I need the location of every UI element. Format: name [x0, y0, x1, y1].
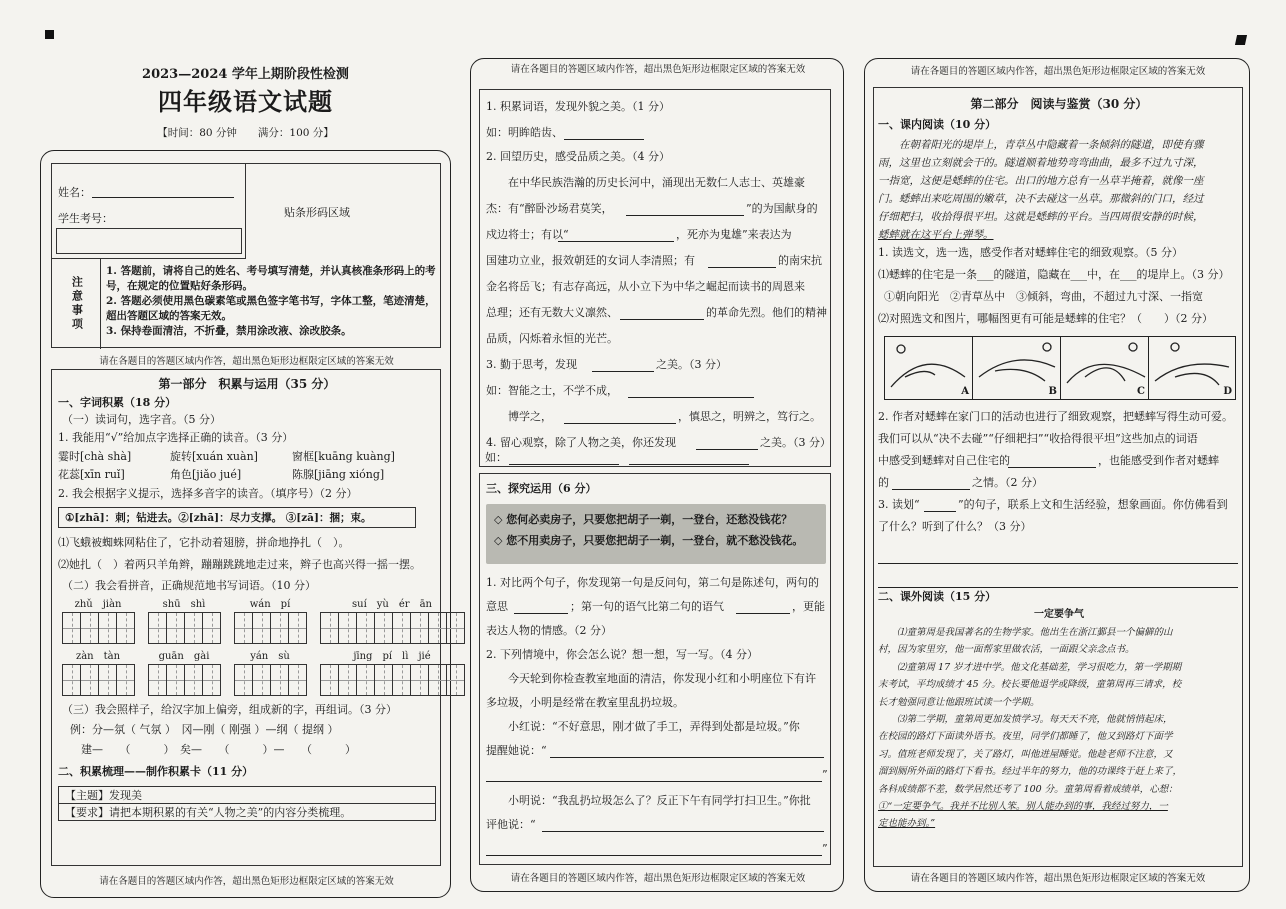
t-question-1: ；第一句的语气比第二句的语气: [570, 600, 724, 613]
m-question-2: 2. 回望历史，感受品质之美。（4 分）: [486, 150, 670, 163]
example-line: 例：分—氛（ 气氛 ） 冈—刚（ 刚强 ）—纲（ 提纲 ）: [70, 723, 339, 736]
tianzige-cell[interactable]: [98, 664, 117, 696]
tianzige-cell[interactable]: [356, 664, 375, 696]
m-question-1: 1. 积累词语，发现外貌之美。（1 分）: [486, 100, 670, 113]
pinyin-label: suí yù ér ān: [352, 599, 432, 610]
m3-line: 博学之，: [486, 410, 552, 423]
story-line: ⑵童第周 17 岁才进中学。他文化基础差，学习很吃力，第一学期期: [878, 661, 1182, 673]
requirement-row: 【要求】请把本期积累的有关“人物之美”的内容分类梳理。: [58, 803, 436, 821]
r-question-1-2: ⑵对照选文和图片，哪幅图更有可能是蟋蟀的住宅？（ ）（2 分）: [878, 312, 1213, 325]
tianzige-cell[interactable]: [338, 664, 357, 696]
answer-area-notice: 请在各题目的答题区域内作答，超出黑色矩形边框限定区域的答案无效: [99, 356, 394, 367]
m-question-4: 4. 留心观察，除了人物之美，你还发现: [486, 436, 676, 449]
rq3-answer-line[interactable]: [878, 552, 1238, 564]
pinyin-group: [148, 598, 220, 644]
left-column: [38, 60, 453, 900]
passage-line-underlined: 蟋蟀就在这平台上弹琴。: [878, 229, 994, 241]
theme-row: 【主题】发现美: [58, 786, 436, 804]
section-summary: 二、积累梳理——制作积累卡（11 分）: [58, 765, 254, 778]
notes-box: [52, 259, 442, 349]
story-line: ⑴童第周是我国著名的生物学家。他出生在浙江鄞县一个偏僻的山: [878, 627, 1173, 638]
m-q1-example: 如：明眸皓齿、: [486, 126, 563, 139]
barcode-area-label: 贴条形码区域: [284, 206, 350, 219]
r-question-1-1: ⑴蟋蟀的住宅是一条___的隧道，隐藏在___中，在___的堤岸上。（3 分）: [878, 268, 1230, 281]
m4-blank[interactable]: [696, 438, 758, 450]
tianzige-grid: [62, 664, 134, 696]
m3-blank[interactable]: [564, 412, 676, 424]
student-id-field[interactable]: [56, 228, 242, 254]
q1-option[interactable]: 窗框[kuāng kuàng]: [292, 450, 395, 463]
pinyin-group: [62, 650, 134, 696]
picture-divider: [1148, 337, 1149, 399]
tianzige-cell[interactable]: [338, 612, 357, 644]
answer-area-notice: 请在各题目的答题区域内作答，超出黑色矩形边框限定区域的答案无效: [910, 66, 1206, 77]
section-explore: 三、探究运用（6 分）: [486, 482, 597, 495]
r-question-2: 的: [878, 476, 889, 489]
passage-line: 一指宽，这便是蟋蟀的住宅。出口的地方总有一丛草半掩着，就像一座: [878, 175, 1204, 187]
t2-answer-line[interactable]: [550, 746, 824, 758]
q2-hint-box: ①[zhā]：刺；钻进去。②[zhā]：尽力支撑。 ③[zā]：捆；束。: [58, 507, 416, 528]
tianzige-cell[interactable]: [80, 612, 99, 644]
pinyin-label: yán sù: [250, 651, 290, 662]
tianzige-cell[interactable]: [166, 664, 185, 696]
tianzige-grid: [62, 612, 134, 644]
t2-prompt: 提醒她说：“: [486, 744, 547, 757]
tianzige-cell[interactable]: [320, 664, 339, 696]
t2-scenario: 今天轮到你检查教室地面的清洁，你发现小红和小明座位下有许: [486, 672, 816, 685]
pinyin-row-1: [62, 598, 464, 644]
right-answer-panel: [864, 58, 1250, 892]
tianzige-cell[interactable]: [410, 612, 429, 644]
highlight-sentence-1: ◇ 您何必卖房子，只要您把胡子一剃，一登台，还愁没钱花？: [494, 513, 793, 526]
tianzige-cell[interactable]: [428, 664, 447, 696]
name-label: 姓名：: [58, 186, 91, 199]
q2-sentence-2: ⑵她扎（ ）着两只羊角辫，蹦蹦跳跳地走过来，辫子也高兴得一摇一摆。: [58, 558, 421, 571]
tianzige-grid: [320, 664, 464, 696]
rq2-blank[interactable]: [1008, 456, 1096, 468]
tianzige-cell[interactable]: [98, 612, 117, 644]
tianzige-cell[interactable]: [202, 664, 221, 696]
rq2-blank[interactable]: [892, 478, 970, 490]
right-column: [864, 58, 1250, 894]
pinyin-group: [320, 598, 464, 644]
story-text: [878, 624, 1240, 833]
m3-blank[interactable]: [592, 360, 654, 372]
m-q1-blank[interactable]: [564, 128, 644, 140]
q1-option[interactable]: 陈腺[jiāng xióng]: [292, 468, 385, 481]
passage: [878, 136, 1240, 244]
pinyin-label: shū shì: [162, 599, 206, 610]
tianzige-cell[interactable]: [80, 664, 99, 696]
m3-blank[interactable]: [628, 386, 754, 398]
name-field[interactable]: [92, 186, 234, 198]
left-answer-panel: [40, 150, 451, 898]
r-question-3: ”的句子，联系上文和生活经验，想象画面。你仿佛看到: [958, 498, 1228, 511]
m-question-3: 3. 勤于思考，发现: [486, 358, 577, 371]
subsection-3: （三）我会照样子，给汉字加上偏旁，组成新的字，再组词。（3 分）: [62, 703, 397, 716]
pinyin-label: zhǔ jiàn: [74, 599, 122, 610]
tianzige-cell[interactable]: [356, 612, 375, 644]
r-question-2: 我们可以从“决不去碰”“仔细耙扫”“收拾得很平坦”这些加点的词语: [878, 432, 1198, 445]
pinyin-group: [320, 650, 464, 696]
note-item: 2. 答题必须使用黑色碳素笔或黑色签字笔书写，字体工整，笔迹清楚，超出答题区域的答案无效。: [106, 294, 436, 322]
exam-meta: 【时间：80 分钟 满分：100 分】: [157, 127, 334, 139]
t2-scenario: 小明说：“我乱扔垃圾怎么了？反正下午有同学打扫卫生。”你批: [486, 794, 811, 807]
picture-label-b: B: [1048, 385, 1057, 397]
section-vocab: 一、字词积累（18 分）: [58, 396, 177, 409]
r-question-2: 之情。（2 分）: [972, 476, 1043, 489]
pinyin-label: zàn tàn: [75, 651, 121, 662]
question-1: 1. 我能用“√”给加点字选择正确的读音。（3 分）: [58, 431, 294, 444]
t-question-1: 意思: [486, 600, 508, 613]
tianzige-cell[interactable]: [270, 612, 289, 644]
m2-line: ，死亦为鬼雄”来表达为: [676, 228, 792, 241]
part1-heading: 第一部分 积累与运用（35 分）: [158, 377, 336, 391]
answer-area-notice: 请在各题目的答题区域内作答，超出黑色矩形边框限定区域的答案无效: [510, 64, 806, 75]
r-question-2: 2. 作者对蟋蟀在家门口的活动也进行了细致观察，把蟋蟀写得生动可爱。: [878, 410, 1233, 423]
tianzige-cell[interactable]: [374, 612, 393, 644]
tianzige-cell[interactable]: [148, 612, 167, 644]
burrow-pictures: [884, 336, 1236, 400]
student-id-label: 学生考号：: [58, 212, 113, 225]
tianzige-cell[interactable]: [234, 612, 253, 644]
r-question-2: ，也能感受到作者对蟋蟀: [1098, 454, 1219, 467]
tianzige-cell[interactable]: [392, 612, 411, 644]
m4-example: 如：: [485, 451, 507, 464]
pinyin-group: [62, 598, 134, 644]
m2-line: 品质，闪烁着永恒的光芒。: [486, 332, 618, 345]
tianzige-cell[interactable]: [374, 664, 393, 696]
story-line-underlined: 定也能办到。”: [878, 818, 936, 830]
picture-label-a: A: [961, 385, 969, 397]
t2-scenario: 小红说：“不好意思，刚才做了手工，弄得到处都是垃圾。”你: [486, 720, 800, 733]
m2-blank[interactable]: [708, 256, 776, 268]
story-line-underlined: ①“一定要争气。我并不比别人笨。别人能办到的事，我经过努力，一: [878, 801, 1168, 813]
picture-label-c: C: [1137, 385, 1145, 397]
m2-line: 戍边将士；有以“: [486, 228, 569, 241]
tianzige-cell[interactable]: [184, 612, 203, 644]
m-question-3-tail: 之美。（3 分）: [656, 358, 727, 371]
tianzige-cell[interactable]: [116, 664, 135, 696]
rq3-answer-line[interactable]: [878, 576, 1238, 588]
m2-blank[interactable]: [626, 204, 744, 216]
t-question-1: 表达人物的情感。（2 分）: [486, 624, 612, 637]
r-question-3: 了什么？听到了什么？（3 分）: [878, 520, 1032, 533]
answer-area-notice: 请在各题目的答题区域内作答，超出黑色矩形边框限定区域的答案无效: [910, 873, 1206, 884]
story-line: 各科成绩都不差，数学居然还考了 100 分。童第周看着成绩单，心想：: [878, 783, 1178, 795]
t2-scenario: 多垃圾，小明是经常在教室里乱扔垃圾。: [486, 696, 684, 709]
student-info-box: [51, 163, 441, 348]
passage-line: 门。蟋蟀出来吃周围的嫩草，决不去碰这一丛草。那微斜的门口，经过: [878, 193, 1204, 205]
tianzige-cell[interactable]: [288, 664, 307, 696]
story-line: 溜到厕所外面的路灯下看书。经过半年的努力，他的功课终于赶上来了，: [878, 766, 1183, 778]
picture-divider: [1060, 337, 1061, 399]
q1-option[interactable]: 花蕊[xīn ruǐ]: [58, 468, 125, 481]
exam-title-line1: 2023—2024 学年上期阶段性检测: [142, 67, 349, 82]
tianzige-grid: [234, 664, 306, 696]
question-2: 2. 我会根据字义提示，选择多音字的读音。（填序号）（2 分）: [58, 487, 358, 500]
t2-answer-line[interactable]: [542, 820, 824, 832]
tianzige-cell[interactable]: [428, 612, 447, 644]
note-item: 3. 保持卷面清洁，不折叠，禁用涂改液、涂改胶条。: [106, 324, 352, 337]
tianzige-grid: [234, 612, 306, 644]
exercise-line[interactable]: 建— （ ） 矣— （ ）— （ ）: [70, 743, 356, 756]
tianzige-cell[interactable]: [62, 664, 81, 696]
t2-quote-end: ”: [822, 768, 828, 781]
m2-line: 金名将岳飞；有志存高远，从小立下为中华之崛起而读书的周恩来: [486, 280, 805, 293]
exam-title: 四年级语文试题: [158, 87, 333, 116]
m2-line: 的南宋抗: [778, 254, 822, 267]
tianzige-cell[interactable]: [446, 664, 465, 696]
answer-area-notice: 请在各题目的答题区域内作答，超出黑色矩形边框限定区域的答案无效: [510, 873, 806, 884]
tianzige-cell[interactable]: [392, 664, 411, 696]
middle-bottom-box: [479, 473, 831, 865]
t-question-2: 2. 下列情境中，你会怎么说？想一想，写一写。（4 分）: [486, 648, 758, 661]
pinyin-group: [148, 650, 220, 696]
section-inclass-reading: 一、课内阅读（10 分）: [878, 118, 997, 131]
middle-answer-panel: [470, 58, 844, 892]
m2-line: 国建功立业，报效朝廷的女词人李清照；有: [486, 254, 695, 267]
notes-list: [106, 264, 438, 339]
story-line: 末考试，平均成绩才 45 分。校长要他退学或降级，童第周再三请求，校: [878, 679, 1182, 691]
corner-mark-left: [45, 30, 54, 39]
picture-label-d: D: [1223, 385, 1232, 397]
m3-example: 如：智能之士，不学不成，: [486, 384, 618, 397]
pinyin-label: wán pí: [249, 599, 291, 610]
r-question-1: 1. 读选文，选一选，感受作者对蟋蟀住宅的细致观察。（5 分）: [878, 246, 1183, 259]
part2-heading: 第二部分 阅读与鉴赏（30 分）: [970, 97, 1148, 111]
m4-blank[interactable]: [509, 453, 619, 465]
m4-blank[interactable]: [629, 453, 749, 465]
m2-line: 在中华民族浩瀚的历史长河中，涌现出无数仁人志士、英雄豪: [486, 176, 805, 189]
highlight-sentences: [486, 504, 826, 564]
t1-blank[interactable]: [736, 602, 790, 614]
r-question-1-options: ①朝向阳光 ②青草丛中 ③倾斜，弯曲，不超过九寸深、一指宽: [884, 290, 1203, 303]
picture-divider: [972, 337, 973, 399]
r-question-3: 3. 读划“: [878, 498, 920, 511]
rq3-blank[interactable]: [924, 500, 956, 512]
tianzige-cell[interactable]: [252, 612, 271, 644]
tianzige-cell[interactable]: [116, 612, 135, 644]
notes-label: 注意事项: [52, 259, 101, 349]
tianzige-cell[interactable]: [410, 664, 429, 696]
right-main-box: [873, 87, 1243, 867]
highlight-sentence-2: ◇ 您不用卖房子，只要您把胡子一剃，一登台，就不愁没钱花。: [494, 533, 804, 547]
pinyin-group: [234, 650, 306, 696]
tianzige-cell[interactable]: [184, 664, 203, 696]
t2-answer-line[interactable]: [486, 770, 822, 782]
m2-line: ”的为国献身的: [746, 202, 818, 215]
tianzige-cell[interactable]: [288, 612, 307, 644]
q1-option[interactable]: 霎时[chà shà]: [58, 450, 132, 463]
story-line: ⑶第二学期，童第周更加发愤学习。每天天不亮，他就悄悄起床，: [878, 714, 1173, 726]
tianzige-cell[interactable]: [320, 612, 339, 644]
middle-top-box: [479, 89, 831, 467]
tianzige-cell[interactable]: [234, 664, 253, 696]
pinyin-group: [234, 598, 306, 644]
pinyin-label: jīng pí lì jié: [353, 651, 431, 662]
tianzige-grid: [320, 612, 464, 644]
t2-answer-line[interactable]: [486, 844, 822, 856]
tianzige-grid: [148, 664, 220, 696]
passage-line: 在朝着阳光的堤岸上，青草丛中隐藏着一条倾斜的隧道，即使有骤: [878, 139, 1204, 151]
tianzige-cell[interactable]: [166, 612, 185, 644]
q2-sentence-1: ⑴飞蛾被蜘蛛网粘住了，它扑动着翅膀，拼命地挣扎（ ）。: [58, 536, 350, 549]
t2-quote-end: ”: [822, 842, 828, 855]
m2-line: 的革命先烈。他们的精神: [706, 306, 827, 319]
t-question-1: ，更能: [792, 600, 825, 613]
m3-line: ，慎思之，明辨之，笃行之。: [678, 410, 821, 423]
passage-line: 仔细耙扫，收拾得很平坦。这就是蟋蟀的平台。当四周很安静的时候，: [878, 211, 1204, 223]
q1-option[interactable]: 旋转[xuán xuàn]: [170, 450, 258, 463]
tianzige-cell[interactable]: [252, 664, 271, 696]
subsection-2: （二）我会看拼音，正确规范地书写词语。（10 分）: [62, 579, 316, 592]
story-line: 长才勉强同意让他跟班试读一个学期。: [878, 696, 1040, 708]
tianzige-cell[interactable]: [446, 612, 465, 644]
subsection-1: （一）读词句，选字音。（5 分）: [62, 413, 221, 426]
tianzige-cell[interactable]: [202, 612, 221, 644]
tianzige-cell[interactable]: [148, 664, 167, 696]
m2-line: 总理；还有无数大义凛然、: [486, 306, 618, 319]
q1-option[interactable]: 角色[jiǎo jué]: [170, 468, 242, 481]
tianzige-cell[interactable]: [62, 612, 81, 644]
story-line: 村，因为家里穷，他一面帮家里做农活，一面跟父亲念点书。: [878, 644, 1135, 656]
tianzige-cell[interactable]: [270, 664, 289, 696]
part1-box: [51, 369, 441, 866]
t-question-1: 1. 对比两个句子，你发现第一句是反问句，第二句是陈述句，两句的: [486, 576, 819, 589]
story-line: 习。值班老师发现了，关了路灯，叫他进屋睡觉。他趁老师不注意，又: [878, 748, 1173, 760]
tianzige-grid: [148, 612, 220, 644]
t1-blank[interactable]: [514, 602, 568, 614]
m2-blank[interactable]: [558, 230, 674, 242]
name-id-area: [52, 164, 246, 259]
passage-line: 雨，这里也立刻就会干的。隧道顺着地势弯弯曲曲，最多不过九寸深，: [878, 157, 1204, 169]
story-title: 一定要争气: [1034, 609, 1084, 620]
note-item: 1. 答题前，请将自己的姓名、考号填写清楚，并认真核准条形码上的考号，在规定的位置贴好条形码。: [106, 265, 436, 292]
m-question-4-tail: 之美。（3 分）: [760, 436, 831, 449]
answer-area-notice: 请在各题目的答题区域内作答，超出黑色矩形边框限定区域的答案无效: [99, 876, 394, 887]
middle-column: [470, 58, 844, 894]
t2-prompt: 评他说：“: [486, 818, 536, 831]
corner-mark-right: [1235, 35, 1247, 45]
section-extra-reading: 二、课外阅读（15 分）: [878, 590, 997, 603]
story-line: 在校园的路灯下面读外语书。夜里，同学们都睡了，他又到路灯下面学: [878, 731, 1173, 743]
pinyin-label: guān gài: [158, 651, 210, 662]
pinyin-row-2: [62, 650, 464, 696]
m2-blank[interactable]: [620, 308, 704, 320]
r-question-2: 中感受到蟋蟀对自己住宅的: [878, 454, 1010, 467]
m2-line: 杰：有“醉卧沙场君莫笑，: [486, 202, 613, 215]
